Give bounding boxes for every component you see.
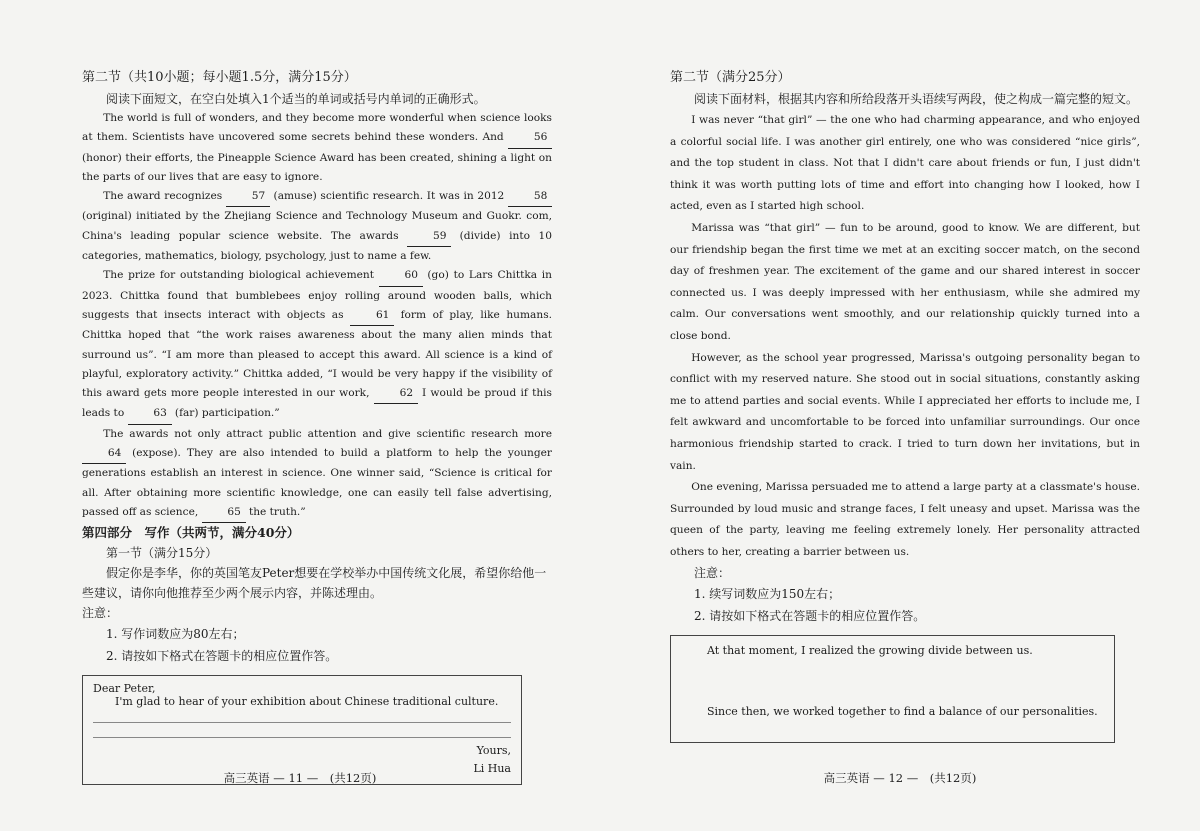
- blank-60: 60: [379, 266, 423, 286]
- writing-line: [93, 708, 511, 723]
- part4-title: 第四部分 写作（共两节，满分40分）: [82, 525, 300, 541]
- passage-p1: The world is full of wonders, and they become more wonderful when science looks at them. Scientists have uncovered some secrets behind these wonders. And 56 (honor) their efforts, the Pineapple Science Award has been created, shining a light on the parts of our lives that are easy to ignore.: [82, 112, 552, 183]
- sec1-title: 第一节（满分15分）: [106, 546, 218, 561]
- blank-58: 58: [508, 187, 552, 207]
- letter-opening: I'm glad to hear of your exhibition about Chinese traditional culture.: [115, 695, 499, 709]
- note-2: 2. 请按如下格式在答题卡的相应位置作答。: [106, 649, 338, 664]
- letter-greeting: Dear Peter,: [93, 682, 156, 696]
- box-line-2: Since then, we worked together to find a balance of our personalities.: [707, 705, 1098, 719]
- page-footer: 高三英语 — 11 — (共12页): [223, 771, 377, 785]
- story-p2: Marissa was “that girl” — fun to be around, good to know. We are different, but our friendship began the first time we met at an exciting soccer match, on the second day of freshmen year. The excitement of the game and our shared interest in soccer connected us. I was deeply impressed with her enthusiasm, while she admired my calm. Our conversations went smoothly, and our relationship quickly turned into a close bond.: [670, 221, 1140, 342]
- story-p1: I was never “that girl” — the one who had charming appearance, and who enjoyed a colorful social life. I was another girl entirely, one who was considered “nice girls”, and the top student in class. Not that I didn't care about friends or fun, I just didn't think it was worth putting lots of time and effort into changing how I looked, how I acted, even as I started high school.: [670, 114, 1140, 213]
- page-footer: 高三英语 — 12 — (共12页): [823, 771, 977, 785]
- instruction: 阅读下面短文，在空白处填入1个适当的单词或括号内单词的正确形式。: [106, 92, 486, 106]
- passage-p4: The awards not only attract public attention and give scientific research more 64 (expose). They are also intended to build a platform to help the younger generations establish an interest in science. One winner said, “Science is critical for all. After obtaining more scientific knowledge, one can easily tell false advertising, passed off as science, 65 the truth.”: [82, 425, 552, 523]
- notes-label: 注意：: [82, 606, 119, 621]
- instruction: 阅读下面材料，根据其内容和所给段落开头语续写两段，使之构成一篇完整的短文。: [694, 92, 1139, 106]
- blank-59: 59: [407, 227, 451, 247]
- writing-line: [93, 723, 511, 738]
- note-1: 1. 写作词数应为80左右；: [106, 627, 245, 642]
- blank-62: 62: [374, 384, 418, 404]
- right-page: [600, 0, 1200, 831]
- blank-64: 64: [82, 444, 126, 464]
- passage-p3: The prize for outstanding biological achievement 60 (go) to Lars Chittka in 2023. Chittka found that bumblebees enjoy rolling around wooden balls, which suggests that insects interact with objects as 61 form of play, like humans. Chittka hoped that “the work raises awareness about the many alien minds that surround us”. “I am more than pleased to accept this award. All science is a kind of playful, exploratory activity.” Chittka added, “I would be very happy if the visibility of this award gets more people interested in our work, 62 I would be proud if this leads to 63 (far) participation.”: [82, 266, 552, 424]
- box-line-1: At that moment, I realized the growing divide between us.: [707, 644, 1033, 658]
- letter-closing: Yours,: [476, 744, 511, 758]
- section-title: 第二节（共10小题；每小题1.5分，满分15分）: [82, 70, 357, 85]
- letter-signature: Li Hua: [473, 762, 511, 776]
- blank-63: 63: [128, 404, 172, 424]
- section-title: 第二节（满分25分）: [670, 70, 791, 85]
- story-p4: One evening, Marissa persuaded me to attend a large party at a classmate's house. Surrounded by loud music and strange faces, I felt uneasy and upset. Marissa was the queen of the party, leaving me feeling extremely lonely. Her personality attracted others to her, creating a barrier between us.: [670, 481, 1140, 558]
- passage-p2: The award recognizes 57 (amuse) scientific research. It was in 2012 58 (original) initiated by the Zhejiang Science and Technology Museum and Guokr. com, China's leading popular science website. The awards 59 (divide) into 10 categories, mathematics, biology, psychology, just to name a few.: [82, 187, 552, 266]
- blank-56: 56: [508, 128, 552, 148]
- letter-box: [82, 675, 522, 785]
- continuation-box: [670, 635, 1115, 743]
- blank-61: 61: [350, 306, 394, 326]
- blank-57: 57: [226, 187, 270, 207]
- blank-65: 65: [202, 503, 246, 523]
- note-2: 2. 请按如下格式在答题卡的相应位置作答。: [694, 609, 926, 624]
- note-1: 1. 续写词数应为150左右；: [694, 587, 841, 602]
- notes-label: 注意：: [694, 566, 731, 581]
- story-p3: However, as the school year progressed, Marissa's outgoing personality began to conflict with my reserved nature. She stood out in social situations, constantly asking me to attend parties and social events. While I appreciated her efforts to include me, I felt awkward and uncomfortable to be forced into unfamiliar surroundings. Our once harmonious friendship started to crack. I tried to turn down her invitations, but in vain.: [670, 351, 1140, 472]
- writing-prompt: 假定你是李华，你的英国笔友Peter想要在学校举办中国传统文化展，希望你给他一些建议，请你向他推荐至少两个展示内容，并陈述理由。: [82, 566, 547, 601]
